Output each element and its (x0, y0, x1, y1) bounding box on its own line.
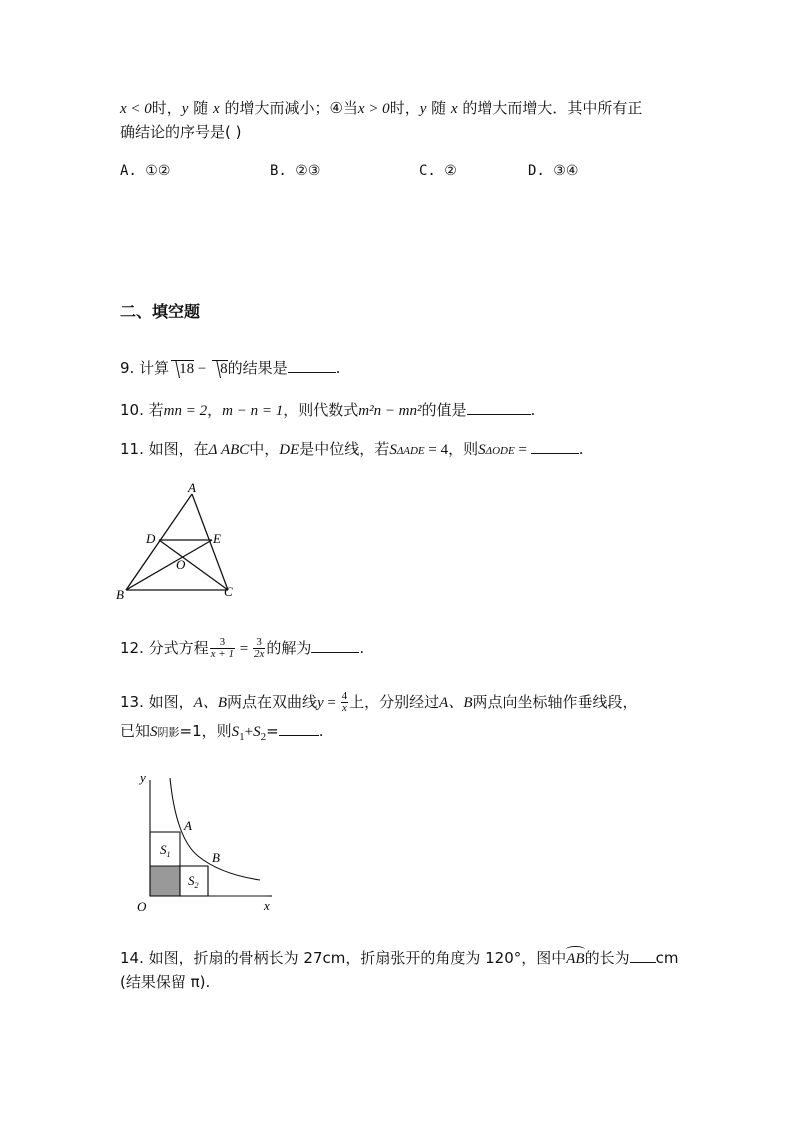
region-s2-s: S (188, 873, 195, 888)
q11-end: . (578, 440, 584, 458)
q12-suffix: 的解为 (266, 639, 312, 657)
q12-number: 12. (120, 639, 144, 657)
axis-label-x: x (264, 898, 270, 913)
label-b: B (116, 587, 124, 602)
q11-s-ade-val: = 4 (424, 442, 449, 458)
q8-var-x: x (213, 101, 220, 117)
label-d: D (146, 531, 156, 546)
q12-prefix: 分式方程 (148, 639, 209, 657)
question-11 (120, 439, 583, 461)
q9-minus: − (194, 361, 211, 377)
region-s2-sub: 2 (194, 881, 199, 890)
q10-eq2: m − n = 1 (222, 403, 284, 419)
q9-radical-2: 8 (212, 360, 228, 377)
edge-ac (192, 494, 228, 590)
q14-answer-blank (630, 948, 656, 963)
choice-c-value: ② (444, 163, 457, 179)
label-e: E (213, 531, 221, 546)
q8-text: 时， (151, 99, 182, 117)
q13-eq: = (323, 695, 340, 711)
q11-s-ode-eq: = (514, 442, 531, 458)
label-o: O (176, 557, 186, 572)
q9-answer-blank (288, 358, 336, 373)
q8-text: 时， (389, 99, 420, 117)
q11-triangle: Δ ABC (208, 442, 250, 458)
q9-radical-1: 18 (171, 360, 194, 377)
choice-d-value: ③④ (553, 163, 579, 179)
q13-s2-sub: 2 (260, 731, 267, 743)
choice-b (270, 161, 320, 181)
question-10 (120, 400, 535, 421)
q11-s-ade-sub: ΔADE (396, 445, 425, 457)
choice-c-label: C. (419, 163, 436, 179)
shaded-region (150, 866, 180, 896)
q11-number: 11. (120, 440, 144, 458)
q13-ab2: A、B (439, 695, 473, 711)
label-c: C (224, 584, 233, 599)
q13-s1-sub: 1 (239, 731, 245, 743)
q10-expression: m²n − mn² (358, 403, 422, 419)
q13-fraction (341, 691, 349, 714)
choice-d (528, 161, 578, 181)
q11-mid1: 中， (249, 440, 280, 458)
choice-d-label: D. (528, 163, 545, 179)
question-13-line2 (120, 721, 323, 747)
q8-var-y: y (419, 101, 427, 117)
choice-a-label: A. (120, 163, 137, 179)
q13-answer-blank (279, 721, 319, 736)
q11-answer-blank (531, 439, 579, 454)
q13-prefix: 如图， (148, 693, 194, 711)
q9-end: . (335, 359, 341, 377)
q13-y: y (317, 695, 324, 711)
q13-s2: S (253, 724, 261, 740)
q14-arc-ab: AB (566, 951, 585, 967)
q13-line2-prefix: 已知 (120, 722, 151, 740)
q13-f-num: 4 (341, 690, 348, 702)
choice-c (419, 161, 457, 181)
q12-f1-num: 3 (210, 637, 235, 649)
q14-number: 14. (120, 949, 144, 967)
q11-s-ode-sub: ΔODE (485, 445, 515, 457)
q10-sep: ， (207, 401, 223, 419)
point-a-label: A (184, 818, 192, 833)
question-14-line1 (120, 948, 678, 969)
q13-plus: + (244, 724, 254, 740)
q13-mid1: 两点在双曲线 (226, 693, 317, 711)
q10-suffix: 的值是 (421, 401, 467, 419)
question-13-line1 (120, 691, 638, 714)
region-s2-label (188, 873, 199, 890)
q12-fraction-1 (210, 637, 235, 660)
q12-end: . (359, 639, 365, 657)
choice-b-value: ②③ (295, 163, 321, 179)
q8-cond2: x > 0 (357, 101, 390, 117)
q8-line1 (120, 98, 642, 119)
region-s1-sub: 1 (166, 850, 171, 859)
q12-f2-num: 3 (253, 637, 265, 649)
q12-f1-den: x + 1 (210, 648, 234, 660)
choice-a (120, 161, 170, 181)
q8-var-x: x (450, 101, 458, 117)
q10-eq1: mn = 2 (163, 403, 208, 419)
q8-text: 的增大而减小；④当 (219, 99, 358, 117)
q13-end: . (318, 722, 324, 740)
q9-suffix: 的结果是 (227, 359, 288, 377)
q9-number: 9. (120, 359, 135, 377)
q14-line1-prefix: 如图，折扇的骨柄长为 27cm，折扇张开的角度为 120°，图中 (148, 949, 567, 967)
q13-mid3: 两点向坐标轴作垂线段， (472, 693, 638, 711)
q11-prefix: 如图，在 (148, 440, 209, 458)
q10-answer-blank (467, 400, 531, 415)
question-9 (120, 358, 340, 379)
label-a: A (188, 480, 196, 495)
q13-mid2: 上，分别经过 (349, 693, 440, 711)
figure-triangle-abc (112, 478, 252, 604)
q12-fraction-2 (253, 637, 265, 660)
section-title: 二、填空题 (120, 302, 201, 321)
figure-hyperbola (128, 768, 278, 918)
q13-s: S (150, 724, 158, 740)
q13-f-den: x (341, 702, 347, 714)
region-s1-label (160, 842, 171, 859)
q13-s1: S (231, 724, 240, 740)
q13-s-val: =1，则 (179, 722, 232, 740)
axis-label-y: y (140, 770, 146, 785)
q14-line1-suffix: 的长为 (584, 949, 630, 967)
region-s1-s: S (160, 842, 167, 857)
q11-de: DE (279, 442, 300, 458)
q11-s-ade: S (389, 442, 397, 458)
q12-eq: = (235, 641, 252, 657)
edge-ab (126, 494, 192, 590)
q11-mid3: ，则 (448, 440, 479, 458)
q13-s-sub: 阴影 (157, 726, 180, 739)
q10-prefix: 若 (148, 401, 164, 419)
question-14-line2: (结果保留 π). (120, 973, 211, 991)
choice-b-label: B. (270, 163, 287, 179)
q8-cond1: x < 0 (120, 101, 152, 117)
q10-mid: ，则代数式 (283, 401, 359, 419)
q8-text: 的增大而增大．其中所有正 (457, 99, 643, 117)
q8-text: 随 (188, 99, 214, 117)
q11-mid2: 是中位线，若 (299, 440, 390, 458)
q8-line2: 确结论的序号是( ) (120, 123, 242, 141)
q11-s-ode: S (478, 442, 486, 458)
q13-ab: A、B (193, 695, 227, 711)
q12-answer-blank (311, 638, 359, 653)
q8-text: 随 (426, 99, 451, 117)
q10-end: . (530, 401, 536, 419)
q13-eq2: = (266, 722, 279, 740)
choice-a-value: ①② (145, 163, 171, 179)
q8-var-y: y (181, 101, 189, 117)
q14-unit: cm (655, 949, 679, 967)
origin-label: O (137, 899, 147, 914)
point-b-label: B (212, 850, 220, 865)
q12-f2-den: 2x (253, 648, 265, 660)
q13-number: 13. (120, 693, 144, 711)
q10-number: 10. (120, 401, 144, 419)
question-12 (120, 637, 364, 660)
q9-prefix: 计算 (139, 359, 170, 377)
